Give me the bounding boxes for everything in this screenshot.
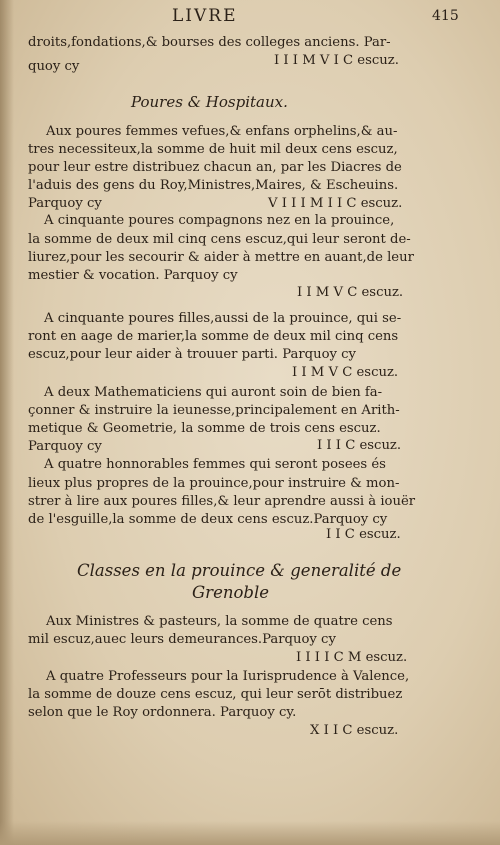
running-title: LIVRE: [172, 6, 238, 26]
text-line: pour leur estre distribuez chacun an, par les Diacres de: [28, 160, 402, 175]
text-line: escuz,pour leur aider à trouuer parti. Parquoy cy: [28, 347, 356, 362]
amount-line: X I I C escuz.: [310, 723, 399, 738]
section-heading: Classes en la prouince & generalité de: [77, 561, 402, 580]
page-bottom-edge: [0, 821, 500, 845]
amount-line: I I I I C M escuz.: [296, 650, 408, 665]
text-line: la somme de douze cens escuz, qui leur serōt distribuez: [28, 687, 403, 702]
text-line: selon que le Roy ordonnera. Parquoy cy.: [28, 705, 297, 720]
text-line: liurez,pour les secourir & aider à mettre en auant,de leur: [28, 250, 414, 265]
amount-line: I I M V C escuz.: [297, 285, 404, 300]
amount-line: I I M V C escuz.: [292, 365, 399, 380]
text-line: A cinquante poures filles,aussi de la prouince, qui se-: [44, 311, 402, 326]
text-line: ront en aage de marier,la somme de deux mil cinq cens: [28, 329, 399, 344]
section-heading: Poures & Hospitaux.: [131, 93, 288, 111]
amount-line: I I I M V I C escuz.: [274, 53, 399, 68]
text-line: de l'esguille,la somme de deux cens escuz.Parquoy cy: [28, 512, 388, 527]
text-line: l'aduis des gens du Roy,Ministres,Maires, & Escheuins.: [28, 178, 399, 193]
text-line: quoy cy: [28, 59, 80, 74]
text-line: Aux poures femmes vefues,& enfans orphelins,& au-: [46, 124, 398, 139]
amount-line: I I C escuz.: [326, 527, 401, 542]
text-line: tres necessiteux,la somme de huit mil deux cens escuz,: [28, 142, 398, 157]
text-line: Parquoy cy: [28, 196, 102, 211]
text-line: la somme de deux mil cinq cens escuz,qui leur seront de-: [28, 232, 411, 247]
text-line: Parquoy cy: [28, 439, 102, 454]
text-line: lieux plus propres de la prouince,pour instruire & mon-: [28, 476, 400, 491]
page-number: 415: [432, 8, 459, 24]
text-line: çonner & instruire la ieunesse,principalement en Arith-: [28, 403, 400, 418]
text-line: A quatre honnorables femmes qui seront posees és: [44, 457, 386, 472]
text-line: droits,fondations,& bourses des colleges anciens. Par-: [28, 35, 391, 50]
text-line: Aux Ministres & pasteurs, la somme de quatre cens: [46, 614, 393, 629]
section-heading: Grenoble: [192, 583, 269, 602]
amount-line: V I I I M I I C escuz.: [268, 196, 403, 211]
text-line: strer à lire aux poures filles,& leur aprendre aussi à iouër: [28, 494, 416, 509]
text-line: mestier & vocation. Parquoy cy: [28, 268, 238, 283]
text-line: mil escuz,auec leurs demeurances.Parquoy cy: [28, 632, 336, 647]
amount-line: I I I C escuz.: [317, 438, 402, 453]
page-spine-shadow: [0, 0, 14, 845]
text-line: A deux Mathematiciens qui auront soin de bien fa-: [44, 385, 383, 400]
text-line: A quatre Professeurs pour la Iurisprudence à Valence,: [46, 669, 410, 684]
text-line: A cinquante poures compagnons nez en la prouince,: [44, 213, 395, 228]
text-line: metique & Geometrie, la somme de trois cens escuz.: [28, 421, 381, 436]
